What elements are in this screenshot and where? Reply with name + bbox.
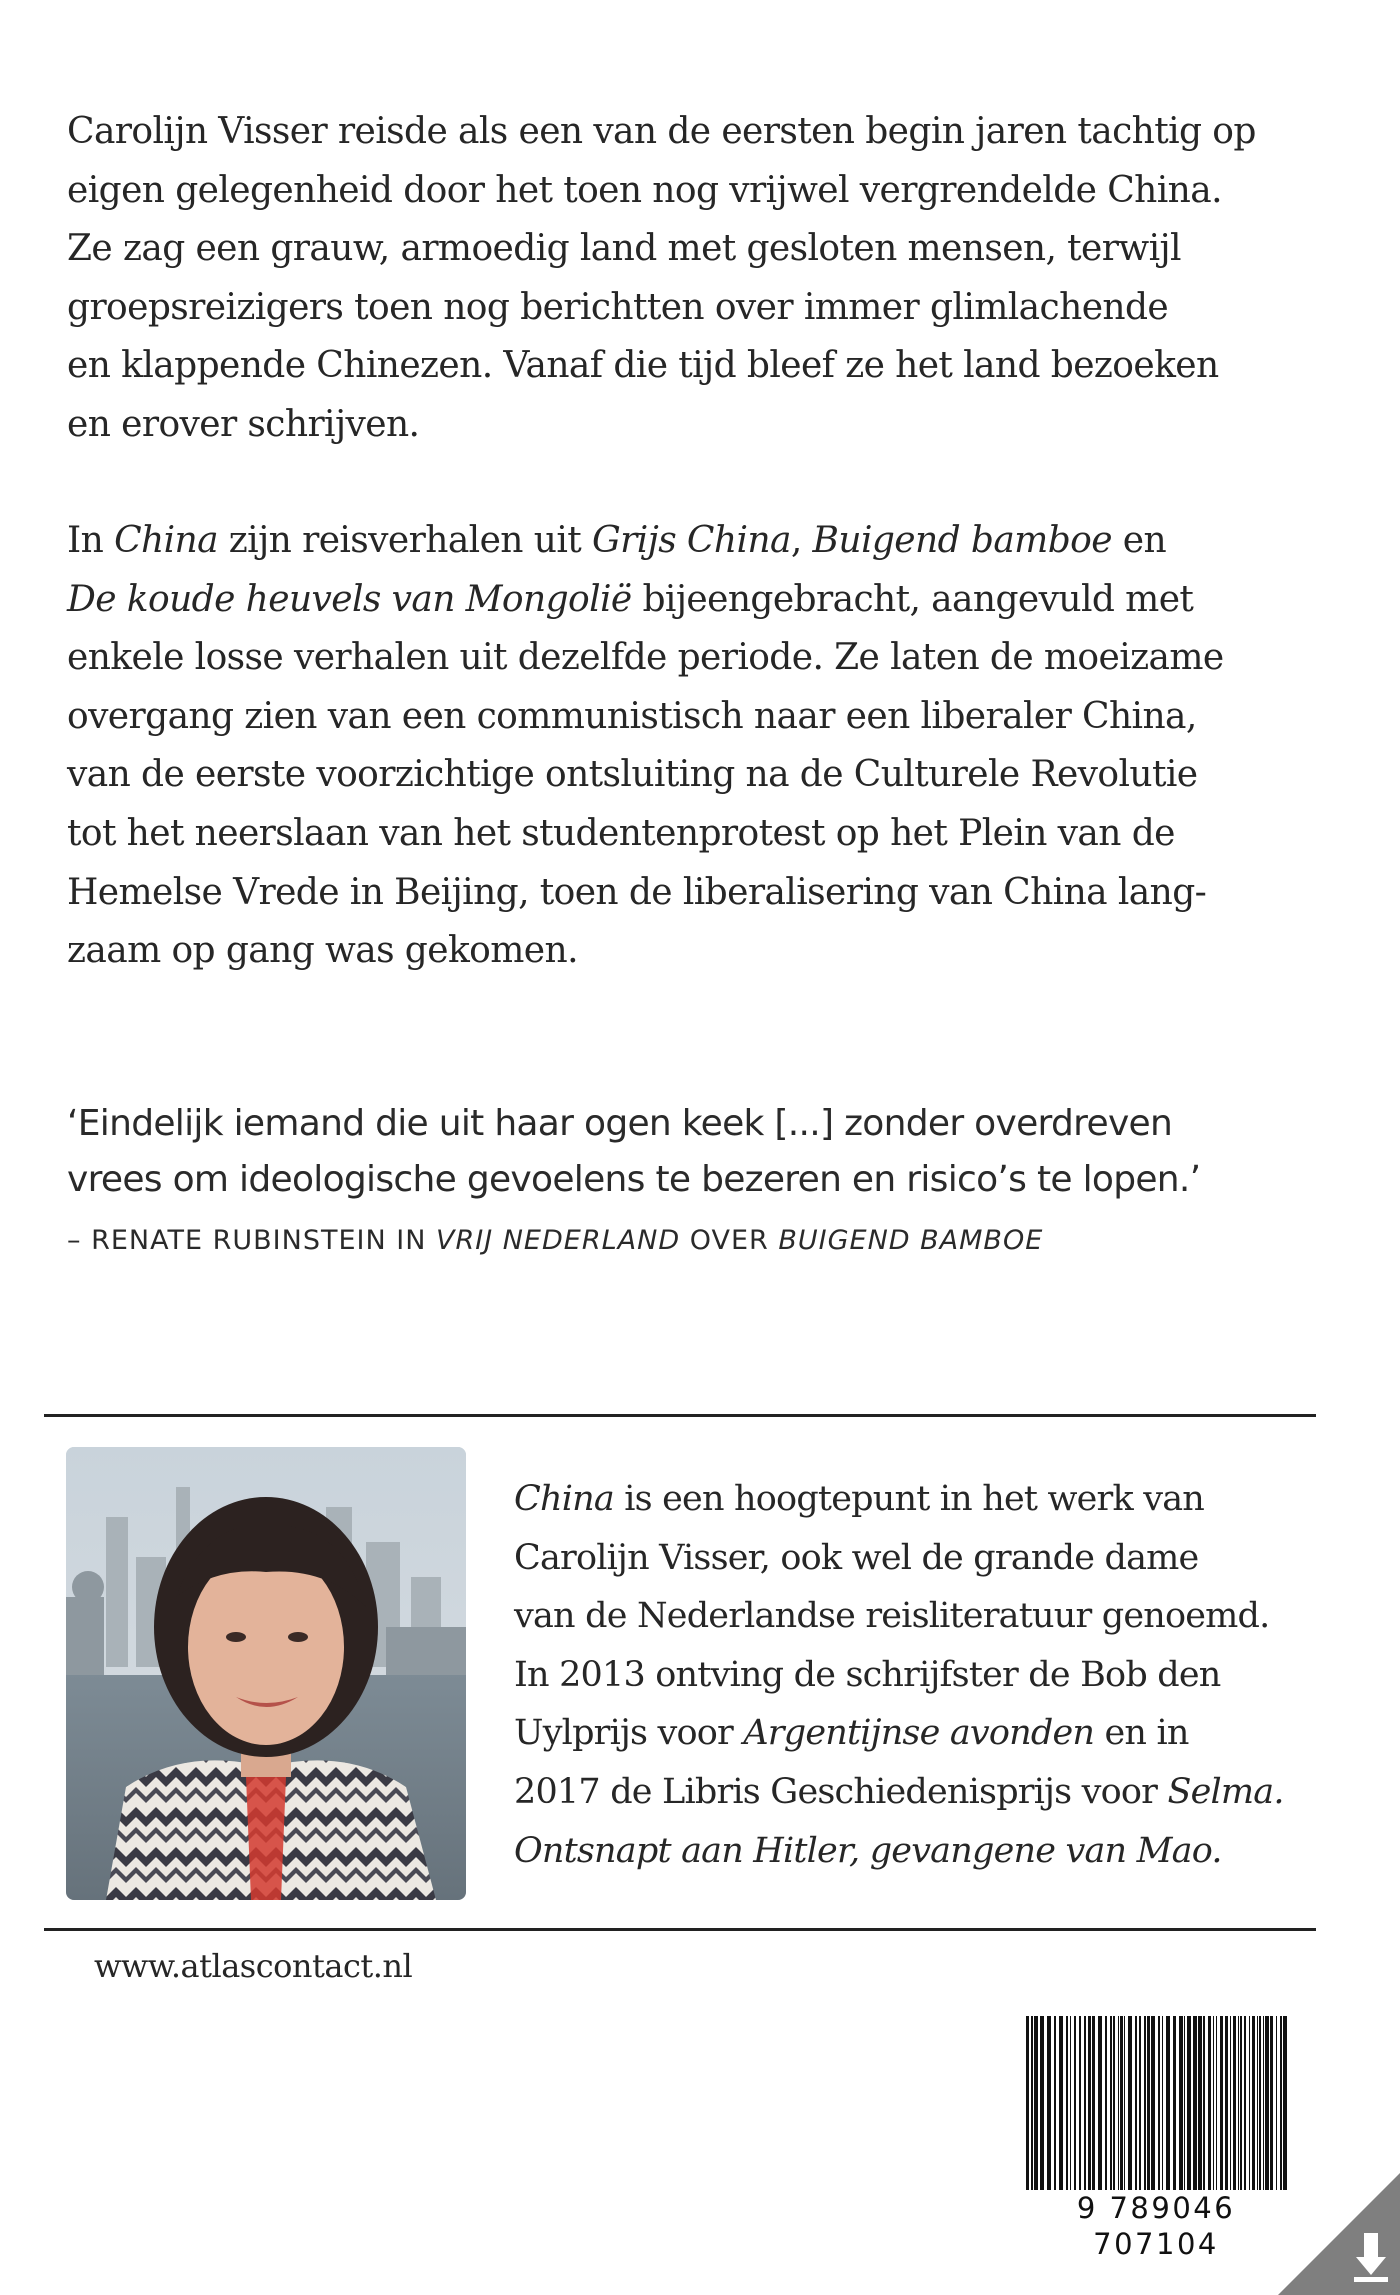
summary-line: tot het neerslaan van het studentenprotest op het Plein van de [67, 812, 1175, 854]
barcode-bar [1166, 2016, 1170, 2196]
bio-line [514, 1704, 1314, 1763]
summary-text: en [1111, 520, 1167, 561]
barcode-bar [1208, 2016, 1211, 2196]
summary-text: In [67, 520, 115, 561]
barcode-bar [1066, 2016, 1068, 2196]
barcode-bar [1230, 2016, 1231, 2196]
barcode-bar [1113, 2016, 1115, 2196]
barcode-bar [1162, 2016, 1163, 2196]
barcode-bar [1216, 2016, 1217, 2196]
bio-text: is een hoogtepunt in het werk van [613, 1479, 1205, 1519]
barcode-bar [1187, 2016, 1191, 2196]
barcode-bar [1059, 2016, 1063, 2196]
barcode-bar [1238, 2016, 1239, 2196]
book-title-grijs-china: Grijs China [591, 520, 791, 561]
barcode-bar [1054, 2016, 1056, 2196]
bio-line: In 2013 ontving de schrijfster de Bob den [514, 1654, 1221, 1695]
download-badge[interactable] [1278, 2173, 1400, 2295]
barcode-bar [1203, 2016, 1205, 2196]
quote-attribution [67, 1223, 1043, 1259]
summary-paragraph [67, 512, 1317, 981]
book-title-buigend-bamboe: BUIGEND BAMBOE [778, 1225, 1044, 1256]
author-photo-image [66, 1447, 466, 1900]
quote-line: ‘Eindelijk iemand die uit haar ogen keek [...] zonder overdreven [67, 1103, 1173, 1144]
barcode-bar [1135, 2016, 1137, 2196]
barcode-bar [1098, 2016, 1102, 2196]
intro-line: Ze zag een grauw, armoedig land met gesloten mensen, terwijl [67, 228, 1181, 270]
book-title-selma-subtitle: Ontsnapt aan Hitler, gevangene van Mao. [514, 1830, 1222, 1871]
bio-text: 2017 de Libris Geschiedenisprijs voor [514, 1771, 1168, 1812]
summary-line: Hemelse Vrede in Beijing, toen de liberalisering van China lang- [67, 871, 1207, 913]
barcode-bar [1092, 2016, 1095, 2196]
book-title-selma: Selma. [1167, 1771, 1284, 1812]
intro-line: en erover schrijven. [67, 403, 420, 445]
barcode-bar [1252, 2016, 1255, 2196]
barcode-bar [1270, 2016, 1273, 2196]
barcode-bar [1213, 2016, 1214, 2196]
barcode-bar [1079, 2016, 1081, 2196]
barcode-bar [1144, 2016, 1146, 2196]
barcode-bar [1173, 2016, 1176, 2196]
barcode-bar [1128, 2016, 1132, 2196]
summary-line: overgang zien van een communistisch naar een liberaler China, [67, 695, 1197, 737]
barcode-bar [1147, 2016, 1150, 2196]
barcode-bar [1026, 2016, 1029, 2196]
barcode-bars [1020, 2016, 1292, 2196]
barcode-bar [1198, 2016, 1202, 2196]
intro-line: Carolijn Visser reisde als een van de eersten begin jaren tachtig op [67, 111, 1256, 152]
bio-line [514, 1470, 1314, 1529]
summary-line: van de eerste voorzichtige ontsluiting na de Culturele Revolutie [67, 754, 1198, 796]
book-title-buigend-bamboe: Buigend bamboe [812, 520, 1112, 561]
barcode-bar [1265, 2016, 1269, 2196]
author-bio [514, 1470, 1314, 1880]
barcode-bar [1070, 2016, 1071, 2196]
book-title-china: China [514, 1479, 614, 1519]
book-title-mongolie: De koude heuvels van Mongolië [67, 578, 632, 620]
attribution-text: OVER [680, 1225, 779, 1256]
intro-paragraph [67, 103, 1317, 455]
barcode-bar [1179, 2016, 1183, 2196]
bio-line: van de Nederlandse reisliteratuur genoemd. [514, 1596, 1270, 1637]
bio-line [514, 1822, 1314, 1881]
barcode-bar [1118, 2016, 1119, 2196]
barcode-bar [1151, 2016, 1155, 2196]
barcode-bar [1084, 2016, 1086, 2196]
book-title-china: China [114, 520, 218, 561]
barcode-bar [1240, 2016, 1242, 2196]
barcode-bar [1244, 2016, 1246, 2196]
barcode-bar [1074, 2016, 1076, 2196]
divider-bottom [44, 1928, 1316, 1931]
press-quote [67, 1096, 1337, 1208]
bio-line [514, 1763, 1314, 1822]
barcode-bar [1040, 2016, 1044, 2196]
barcode-bar [1088, 2016, 1091, 2196]
divider-top [44, 1414, 1316, 1417]
summary-line: zaam op gang was gekomen. [67, 930, 578, 972]
barcode-bar [1139, 2016, 1141, 2196]
summary-text: , [790, 520, 813, 561]
summary-text: bijeengebracht, aangevuld met [631, 578, 1194, 620]
author-photo [66, 1447, 466, 1900]
isbn-number: 9 789046 707104 [1020, 2190, 1292, 2262]
barcode-bar [1263, 2016, 1264, 2196]
summary-text: zijn reisverhalen uit [217, 520, 592, 561]
barcode-bar [1220, 2016, 1223, 2196]
barcode-bar [1225, 2016, 1228, 2196]
barcode-bar [1184, 2016, 1185, 2196]
quote-line: vrees om ideologische gevoelens te bezeren en risico’s te lopen.’ [67, 1159, 1201, 1200]
summary-line: enkele losse verhalen uit dezelfde periode. Ze laten de moeizame [67, 637, 1224, 679]
barcode-bar [1193, 2016, 1197, 2196]
intro-line: eigen gelegenheid door het toen nog vrijwel vergrendelde China. [67, 169, 1222, 211]
barcode-bar [1031, 2016, 1033, 2196]
book-title-argentijnse-avonden: Argentijnse avonden [743, 1713, 1095, 1754]
barcode-bar [1249, 2016, 1250, 2196]
barcode-bar [1110, 2016, 1112, 2196]
attribution-text: – RENATE RUBINSTEIN IN [67, 1225, 436, 1256]
intro-line: en klappende Chinezen. Vanaf die tijd bleef ze het land bezoeken [67, 345, 1219, 387]
bio-text: Uylprijs voor [514, 1713, 744, 1754]
bio-text: en in [1094, 1713, 1189, 1754]
barcode-bar [1124, 2016, 1125, 2196]
intro-line: groepsreizigers toen nog berichtten over immer glimlachende [67, 286, 1169, 328]
barcode-bar [1120, 2016, 1123, 2196]
barcode-bar [1233, 2016, 1236, 2196]
publisher-website[interactable]: www.atlascontact.nl [94, 1947, 413, 1985]
publication-title: VRIJ NEDERLAND [436, 1225, 681, 1256]
barcode-bar [1259, 2016, 1261, 2196]
barcode-bar [1158, 2016, 1160, 2196]
barcode-bar [1257, 2016, 1258, 2196]
barcode-bar [1280, 2016, 1282, 2196]
barcode-bar [1276, 2016, 1277, 2196]
barcode-bar [1105, 2016, 1107, 2196]
barcode-bar [1283, 2016, 1287, 2196]
barcode-bar [1034, 2016, 1038, 2196]
barcode-bar [1047, 2016, 1051, 2196]
bio-line: Carolijn Visser, ook wel de grande dame [514, 1537, 1199, 1578]
download-arrow-icon [1278, 2173, 1400, 2295]
summary-line [67, 571, 1317, 630]
summary-line [67, 512, 1317, 571]
